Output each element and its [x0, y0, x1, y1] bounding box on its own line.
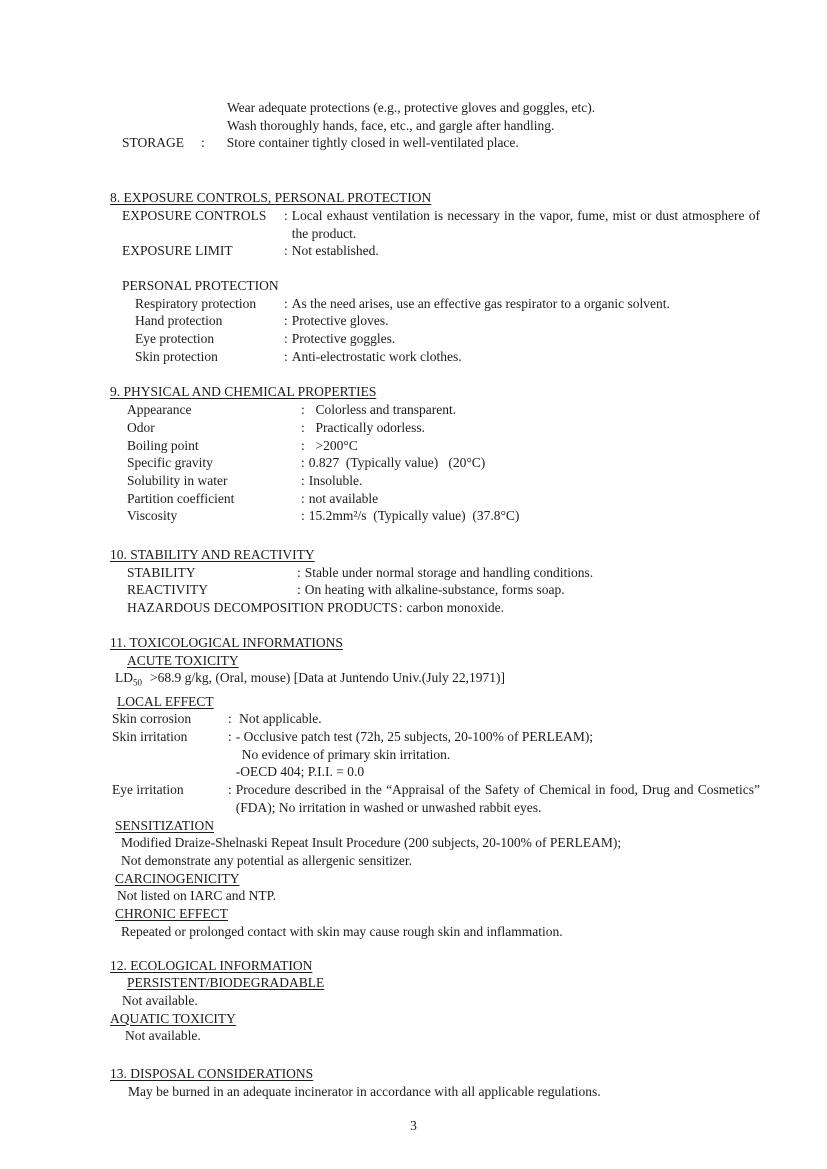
section-9-title: 9. PHYSICAL AND CHEMICAL PROPERTIES: [110, 384, 377, 400]
colon-separator: :: [301, 472, 305, 488]
sensitization-line: Not demonstrate any potential as allergenic sensitizer.: [121, 853, 413, 868]
specific-gravity-label: Specific gravity: [127, 455, 213, 471]
precaution-line: Wear adequate protections (e.g., protective gloves and goggles, etc).: [227, 100, 596, 115]
colon-separator: :: [284, 295, 288, 311]
appearance-row: [110, 401, 760, 419]
persistent-biodegradable-title: PERSISTENT/BIODEGRADABLE: [127, 975, 325, 991]
colon-separator: :: [297, 564, 301, 580]
skin-corrosion-row: [110, 710, 760, 728]
specific-gravity-row: [110, 454, 760, 472]
colon-separator: :: [398, 600, 403, 616]
ld50-label: $LD_{50}$: [115, 670, 142, 688]
respiratory-protection-label: Respiratory protection: [135, 295, 257, 311]
solubility-label: Solubility in water: [127, 472, 228, 488]
partition-coefficient-label: Partition coefficient: [127, 490, 235, 506]
stability-row: [110, 564, 760, 582]
eye-irritation-value: Procedure described in the “Appraisal of the Safety of Chemical in food, Drug and Cosmetics” (FDA); No irritation in washed or unwashed rabbit eyes.: [235, 782, 760, 815]
odor-label: Odor: [127, 419, 155, 435]
exposure-controls-label: EXPOSURE CONTROLS: [122, 207, 267, 223]
solubility-value: Insoluble.: [308, 472, 363, 488]
handling-storage-block: [110, 99, 760, 152]
partition-coefficient-value: not available: [308, 490, 379, 506]
hazardous-decomposition-row: [110, 599, 760, 617]
colon-separator: :: [284, 331, 288, 347]
skin-corrosion-label: Skin corrosion: [112, 711, 192, 727]
personal-protection-title: PERSONAL PROTECTION: [122, 277, 279, 293]
section-10-stability-reactivity: [110, 546, 760, 617]
eye-protection-row: [110, 330, 760, 348]
ld50-value: >68.9 g/kg, (Oral, mouse) [Data at Juntendo Univ.(July 22,1971)]: [150, 670, 506, 686]
section-10-title: 10. STABILITY AND REACTIVITY: [110, 547, 315, 563]
section-8-exposure-controls: [110, 189, 760, 365]
odor-row: [110, 419, 760, 437]
carcinogenicity-title: CARCINOGENICITY: [115, 870, 240, 886]
hand-protection-row: [110, 312, 760, 330]
section-12-ecological-information: [110, 957, 760, 1046]
skin-protection-label: Skin protection: [135, 348, 218, 364]
skin-irritation-line: -OECD 404; P.I.I. = 0.0: [235, 764, 365, 780]
stability-label: STABILITY: [127, 564, 196, 580]
colon-separator: :: [284, 243, 288, 259]
sensitization-line: Modified Draize-Shelnaski Repeat Insult Procedure (200 subjects, 20-100% of PERLEAM);: [121, 835, 622, 851]
colon-separator: :: [301, 508, 305, 524]
colon-separator: :: [228, 782, 232, 798]
aquatic-toxicity-value: Not available.: [125, 1028, 201, 1044]
reactivity-row: [110, 581, 760, 599]
specific-gravity-value: 0.827 (Typically value) (20°C): [308, 455, 486, 471]
section-8-title: 8. EXPOSURE CONTROLS, PERSONAL PROTECTION: [110, 190, 432, 206]
colon-separator: :: [228, 729, 232, 745]
section-12-title: 12. ECOLOGICAL INFORMATION: [110, 957, 313, 973]
reactivity-value: On heating with alkaline-substance, forms soap.: [304, 582, 565, 598]
exposure-controls-value: Local exhaust ventilation is necessary in the vapor, fume, mist or dust atmosphere of the product.: [291, 207, 760, 241]
chronic-effect-line: Repeated or prolonged contact with skin may cause rough skin and inflammation.: [121, 923, 563, 939]
exposure-limit-label: EXPOSURE LIMIT: [122, 243, 233, 259]
eye-protection-value: Protective goggles.: [291, 331, 396, 347]
skin-irritation-label: Skin irritation: [112, 729, 188, 745]
hazardous-decomposition-value: carbon monoxide.: [406, 600, 505, 616]
eye-irritation-row: [110, 781, 760, 816]
colon-separator: :: [301, 402, 305, 418]
chronic-effect-title: CHRONIC EFFECT: [115, 906, 228, 922]
carcinogenicity-line: Not listed on IARC and NTP.: [117, 888, 277, 904]
exposure-limit-value: Not established.: [291, 243, 379, 259]
stability-value: Stable under normal storage and handling conditions.: [304, 564, 594, 580]
odor-value: Practically odorless.: [308, 419, 425, 435]
skin-corrosion-value: Not applicable.: [235, 711, 322, 727]
skin-irritation-line: No evidence of primary skin irritation.: [241, 746, 451, 762]
ld50-subscript: 50: [133, 677, 142, 688]
colon-separator: :: [297, 582, 301, 598]
partition-coefficient-row: [110, 490, 760, 508]
colon-separator: :: [228, 711, 232, 727]
local-effect-title: LOCAL EFFECT: [117, 693, 214, 709]
storage-colon: :: [201, 135, 205, 151]
colon-separator: :: [284, 348, 288, 364]
colon-separator: :: [284, 313, 288, 329]
solubility-row: [110, 472, 760, 490]
disposal-line: May be burned in an adequate incinerator in accordance with all applicable regulations.: [128, 1083, 601, 1099]
page-number: 3: [410, 1118, 417, 1133]
boiling-point-row: [110, 437, 760, 455]
boiling-point-value: >200°C: [308, 437, 358, 453]
section-13-title: 13. DISPOSAL CONSIDERATIONS: [110, 1066, 314, 1082]
respiratory-protection-value: As the need arises, use an effective gas respirator to a organic solvent.: [291, 295, 670, 311]
colon-separator: :: [301, 455, 305, 471]
boiling-point-label: Boiling point: [127, 437, 199, 453]
colon-separator: :: [301, 437, 305, 453]
skin-irritation-line: - Occlusive patch test (72h, 25 subjects, 20-100% of PERLEAM);: [235, 729, 594, 745]
skin-irritation-value: [236, 728, 760, 781]
appearance-value: Colorless and transparent.: [308, 402, 457, 418]
appearance-label: Appearance: [127, 402, 192, 418]
storage-row: [110, 134, 760, 152]
viscosity-row: [110, 507, 760, 525]
aquatic-toxicity-title: AQUATIC TOXICITY: [110, 1010, 236, 1026]
sensitization-title: SENSITIZATION: [115, 817, 214, 833]
storage-value: Store container tightly closed in well-ventilated place.: [226, 135, 519, 151]
section-11-title: 11. TOXICOLOGICAL INFORMATIONS: [110, 634, 343, 650]
storage-label: STORAGE: [122, 135, 185, 151]
ld50-row: [110, 669, 760, 692]
eye-irritation-label: Eye irritation: [112, 782, 184, 798]
exposure-controls-row: [110, 207, 760, 242]
viscosity-value: 15.2mm²/s (Typically value) (37.8°C): [308, 508, 520, 524]
section-13-disposal-considerations: [110, 1065, 760, 1100]
skin-irritation-row: [110, 728, 760, 781]
acute-toxicity-title: ACUTE TOXICITY: [127, 652, 239, 668]
hand-protection-label: Hand protection: [135, 313, 223, 329]
eye-protection-label: Eye protection: [135, 331, 215, 347]
colon-separator: :: [301, 490, 305, 506]
viscosity-label: Viscosity: [127, 508, 178, 524]
hand-protection-value: Protective gloves.: [291, 313, 389, 329]
colon-separator: :: [301, 419, 305, 435]
reactivity-label: REACTIVITY: [127, 582, 208, 598]
persistent-value: Not available.: [122, 992, 198, 1008]
colon-separator: :: [284, 207, 288, 223]
section-9-physical-chemical-properties: [110, 383, 760, 525]
skin-protection-row: [110, 348, 760, 366]
precaution-line: Wash thoroughly hands, face, etc., and gargle after handling.: [227, 117, 555, 133]
respiratory-protection-row: [110, 295, 760, 313]
page-content: [110, 99, 760, 1100]
skin-protection-value: Anti-electrostatic work clothes.: [291, 348, 462, 364]
hazardous-decomposition-label: HAZARDOUS DECOMPOSITION PRODUCTS: [127, 600, 398, 616]
exposure-limit-row: [110, 242, 760, 260]
section-11-toxicological-informations: [110, 634, 760, 941]
